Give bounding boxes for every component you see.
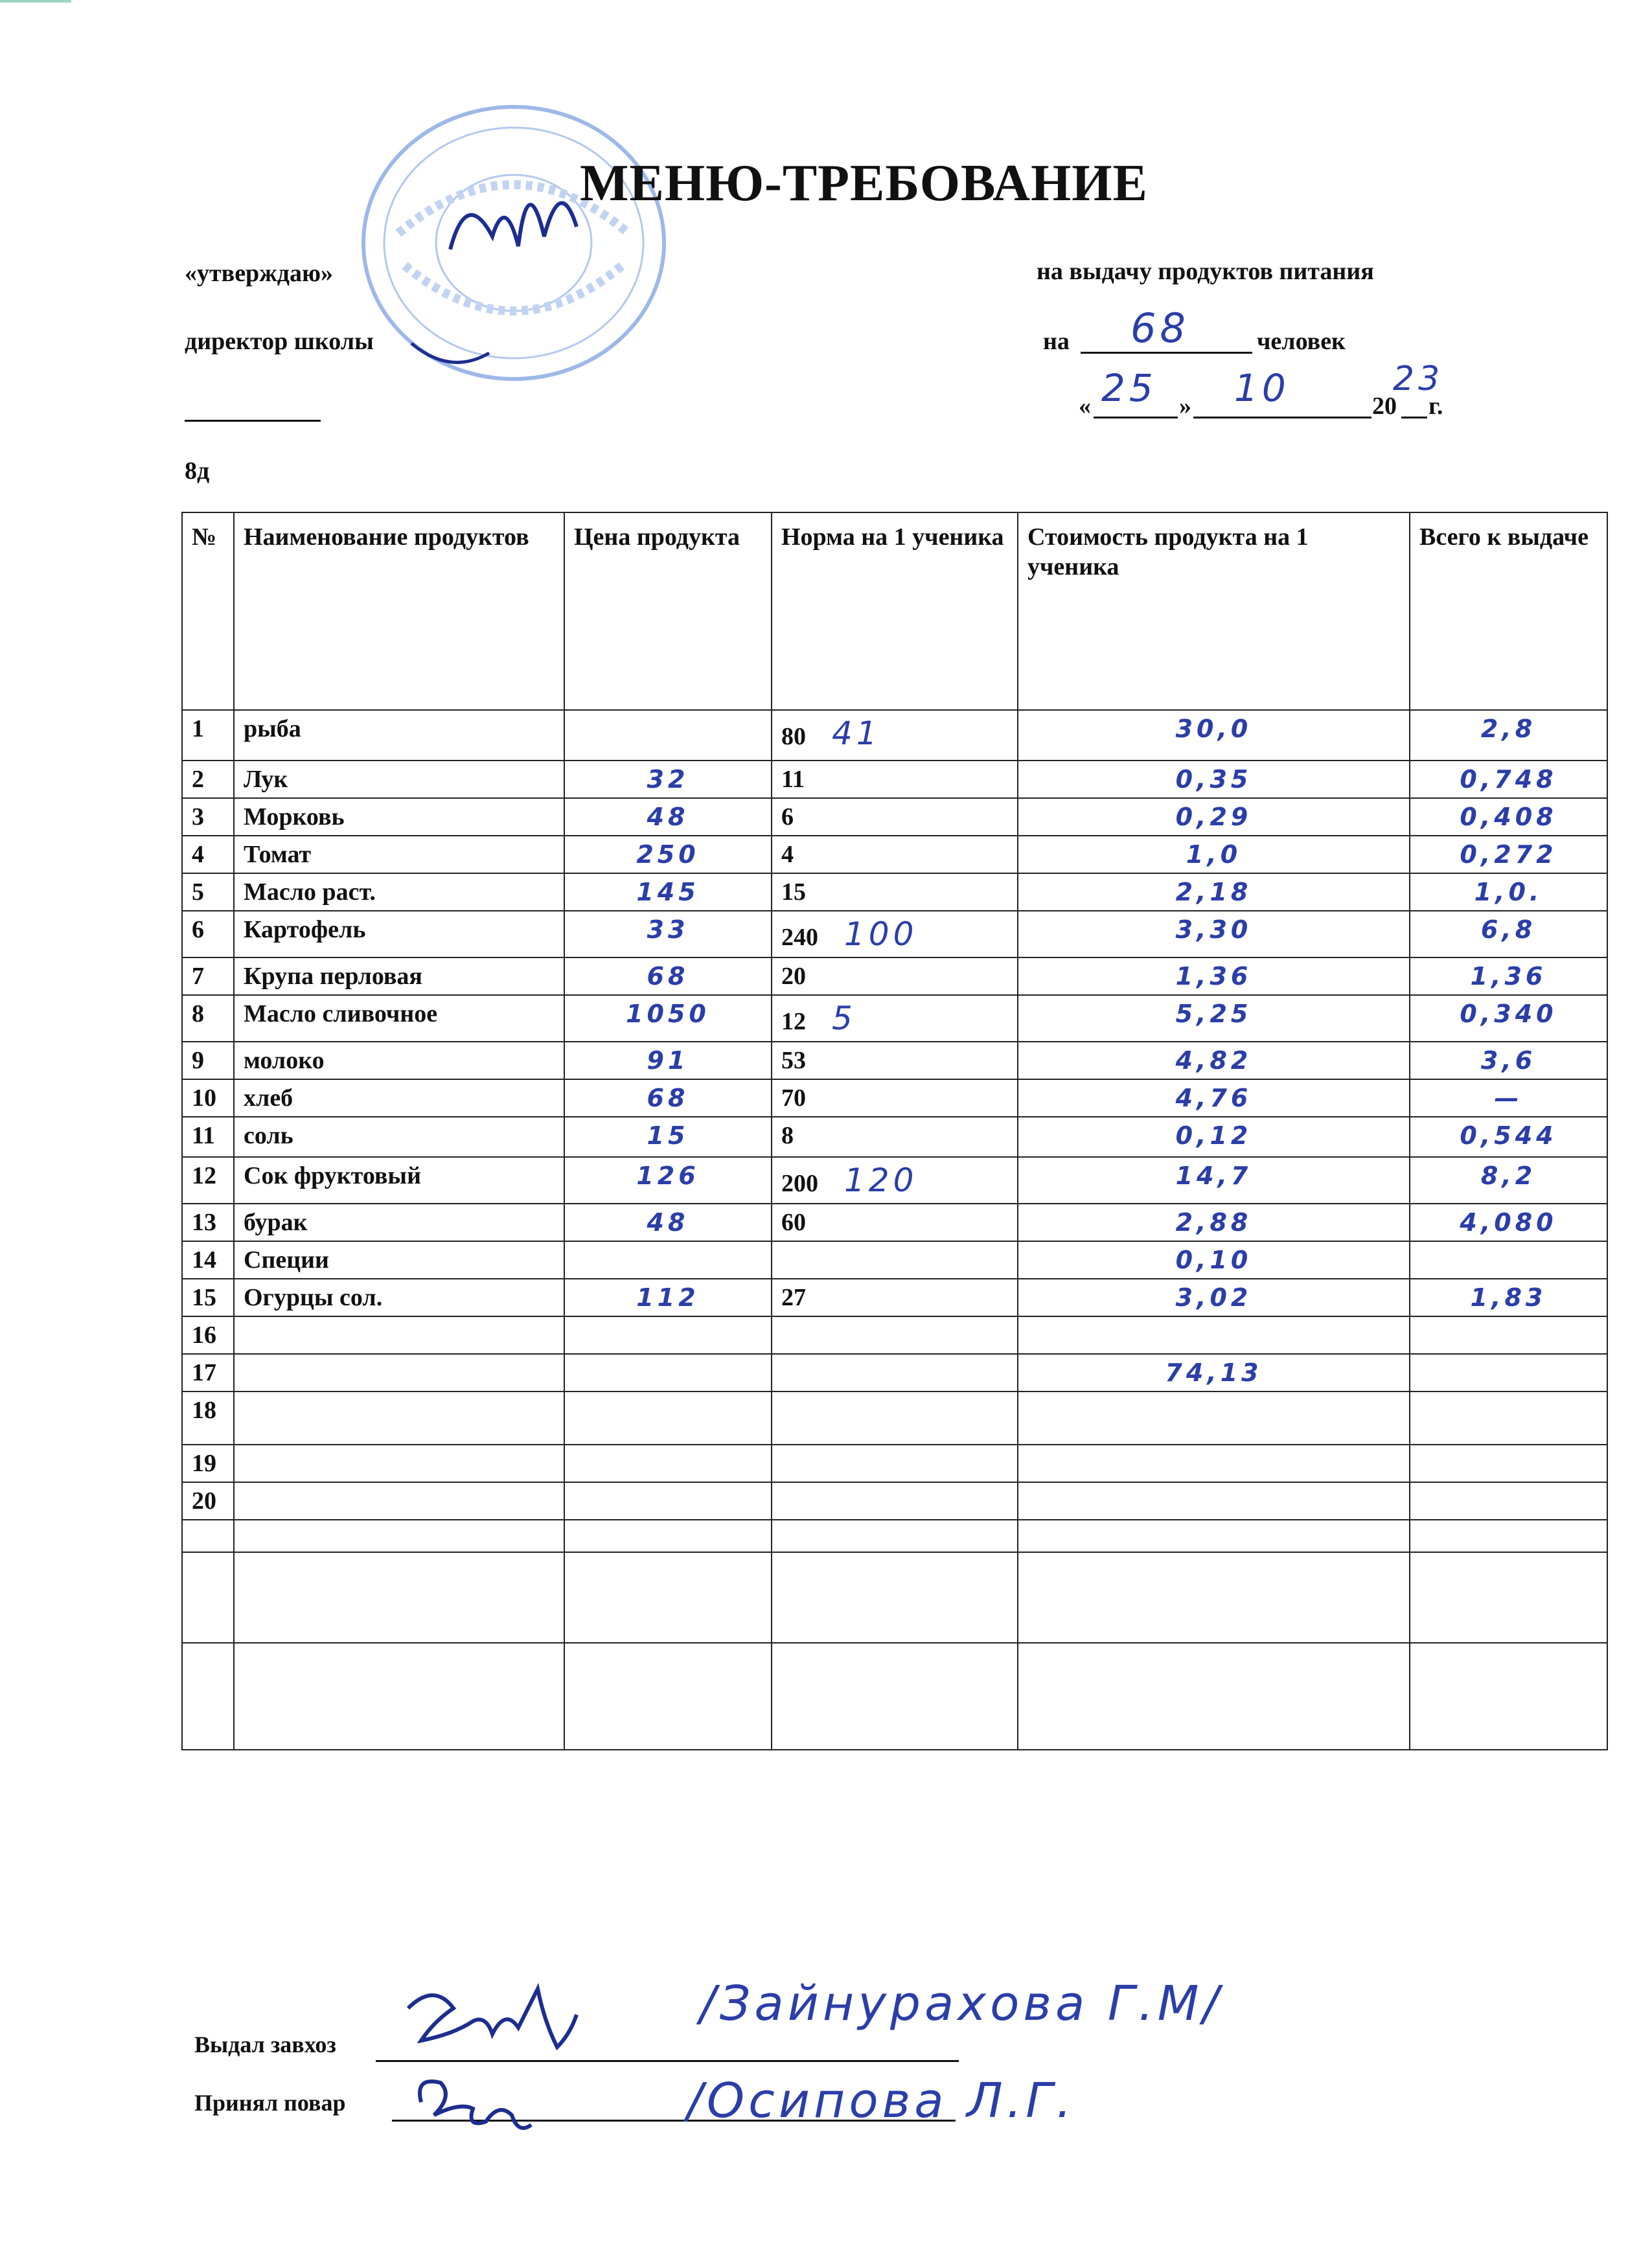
product-norm bbox=[772, 1279, 1018, 1316]
product-total bbox=[1410, 1392, 1607, 1445]
col-header-name: Наименование продуктов bbox=[234, 512, 564, 710]
product-name: Огурцы сол. bbox=[234, 1279, 564, 1316]
product-norm bbox=[772, 1157, 1018, 1204]
norm-correction: 5 bbox=[832, 1000, 856, 1037]
product-price: 126 bbox=[564, 1157, 772, 1204]
table-row bbox=[182, 1643, 1607, 1750]
product-total: 0,340 bbox=[1410, 995, 1607, 1042]
product-price bbox=[564, 1445, 772, 1482]
product-name: Крупа перловая bbox=[234, 957, 564, 995]
norm-correction: 120 bbox=[844, 1162, 918, 1199]
date-year-line bbox=[1401, 417, 1427, 418]
table-row bbox=[182, 911, 1607, 957]
date-year: 23 bbox=[1393, 360, 1444, 398]
product-name: хлеб bbox=[234, 1079, 564, 1117]
table-row bbox=[182, 1316, 1607, 1354]
table-row bbox=[182, 1445, 1607, 1482]
product-cost bbox=[1018, 1316, 1410, 1354]
product-price bbox=[564, 1392, 772, 1445]
product-price: 32 bbox=[564, 761, 772, 798]
product-total: 1,0. bbox=[1410, 873, 1607, 911]
row-num: 3 bbox=[182, 798, 234, 836]
date-day: 25 bbox=[1101, 366, 1157, 410]
table-row bbox=[182, 1117, 1607, 1157]
table-row bbox=[182, 1157, 1607, 1204]
table-row bbox=[182, 798, 1607, 836]
row-num bbox=[182, 1520, 234, 1552]
col-header-norm: Норма на 1 ученика bbox=[772, 512, 1018, 710]
table-row bbox=[182, 1520, 1607, 1552]
product-price: 1050 bbox=[564, 995, 772, 1042]
product-price bbox=[564, 1482, 772, 1520]
product-name: Томат bbox=[234, 836, 564, 873]
menu-table bbox=[181, 512, 1608, 1750]
table-row bbox=[182, 1079, 1607, 1117]
date-year-prefix: 20 bbox=[1372, 393, 1397, 420]
product-norm bbox=[772, 957, 1018, 995]
product-price bbox=[564, 710, 772, 761]
product-cost: 1,36 bbox=[1018, 957, 1410, 995]
norm-value: 80 bbox=[781, 723, 806, 750]
product-price bbox=[564, 1241, 772, 1279]
table-row bbox=[182, 1204, 1607, 1241]
product-price bbox=[564, 1316, 772, 1354]
product-total bbox=[1410, 1316, 1607, 1354]
product-cost: 4,76 bbox=[1018, 1079, 1410, 1117]
product-norm bbox=[772, 1079, 1018, 1117]
product-total: 1,83 bbox=[1410, 1279, 1607, 1316]
product-name bbox=[234, 1392, 564, 1445]
product-name bbox=[234, 1643, 564, 1750]
product-total: 0,544 bbox=[1410, 1117, 1607, 1157]
table-row bbox=[182, 1354, 1607, 1392]
issued-label: Выдал завхоз bbox=[194, 2032, 336, 2057]
row-num: 15 bbox=[182, 1279, 234, 1316]
table-row bbox=[182, 1241, 1607, 1279]
product-cost: 5,25 bbox=[1018, 995, 1410, 1042]
norm-value: 240 bbox=[781, 924, 818, 951]
norm-value: 11 bbox=[781, 766, 805, 793]
product-total bbox=[1410, 1482, 1607, 1520]
row-num bbox=[182, 1643, 234, 1750]
product-cost: 3,02 bbox=[1018, 1279, 1410, 1316]
product-name bbox=[234, 1520, 564, 1552]
row-num: 20 bbox=[182, 1482, 234, 1520]
norm-value: 200 bbox=[781, 1170, 818, 1197]
school-stamp bbox=[353, 97, 674, 389]
product-total: 0,748 bbox=[1410, 761, 1607, 798]
product-total bbox=[1410, 1643, 1607, 1750]
product-price: 33 bbox=[564, 911, 772, 957]
product-norm bbox=[772, 1316, 1018, 1354]
product-total: 2,8 bbox=[1410, 710, 1607, 761]
product-cost: 14,7 bbox=[1018, 1157, 1410, 1204]
product-total: 6,8 bbox=[1410, 911, 1607, 957]
product-norm bbox=[772, 798, 1018, 836]
product-cost: 0,10 bbox=[1018, 1241, 1410, 1279]
row-num: 8 bbox=[182, 995, 234, 1042]
product-price: 250 bbox=[564, 836, 772, 873]
product-total bbox=[1410, 1241, 1607, 1279]
product-price: 48 bbox=[564, 798, 772, 836]
product-price: 15 bbox=[564, 1117, 772, 1157]
received-name: /Осипова Л.Г. bbox=[687, 2073, 1076, 2129]
product-name: Морковь bbox=[234, 798, 564, 836]
product-total: 4,080 bbox=[1410, 1204, 1607, 1241]
date-month: 10 bbox=[1234, 366, 1290, 410]
product-norm bbox=[772, 1241, 1018, 1279]
product-norm bbox=[772, 995, 1018, 1042]
product-cost: 2,88 bbox=[1018, 1204, 1410, 1241]
row-num: 4 bbox=[182, 836, 234, 873]
product-cost: 4,82 bbox=[1018, 1042, 1410, 1079]
date-open-quote: « bbox=[1079, 393, 1091, 420]
product-price: 68 bbox=[564, 1079, 772, 1117]
col-header-total: Всего к выдаче bbox=[1410, 512, 1607, 710]
col-header-cost: Стоимость продукта на 1 ученика bbox=[1018, 512, 1410, 710]
table-row bbox=[182, 836, 1607, 873]
row-num: 1 bbox=[182, 710, 234, 761]
product-norm bbox=[772, 1117, 1018, 1157]
product-name: рыба bbox=[234, 710, 564, 761]
product-total: 8,2 bbox=[1410, 1157, 1607, 1204]
norm-value: 6 bbox=[781, 803, 794, 830]
product-cost: 1,0 bbox=[1018, 836, 1410, 873]
product-norm bbox=[772, 1643, 1018, 1750]
row-num: 19 bbox=[182, 1445, 234, 1482]
product-price: 91 bbox=[564, 1042, 772, 1079]
product-norm bbox=[772, 1445, 1018, 1482]
product-total: — bbox=[1410, 1079, 1607, 1117]
norm-value: 27 bbox=[781, 1284, 806, 1311]
date-day-line bbox=[1094, 417, 1178, 418]
row-num: 6 bbox=[182, 911, 234, 957]
row-num: 12 bbox=[182, 1157, 234, 1204]
product-cost bbox=[1018, 1643, 1410, 1750]
product-cost bbox=[1018, 1520, 1410, 1552]
table-row bbox=[182, 710, 1607, 761]
norm-value: 12 bbox=[781, 1008, 806, 1035]
product-norm bbox=[772, 761, 1018, 798]
product-cost: 3,30 bbox=[1018, 911, 1410, 957]
product-name: Лук bbox=[234, 761, 564, 798]
product-price bbox=[564, 1354, 772, 1392]
row-num: 10 bbox=[182, 1079, 234, 1117]
product-total bbox=[1410, 1354, 1607, 1392]
persons-word: человек bbox=[1257, 328, 1346, 355]
product-name: соль bbox=[234, 1117, 564, 1157]
product-norm bbox=[772, 1392, 1018, 1445]
row-num: 11 bbox=[182, 1117, 234, 1157]
product-cost: 0,35 bbox=[1018, 761, 1410, 798]
product-total: 0,272 bbox=[1410, 836, 1607, 873]
product-total bbox=[1410, 1552, 1607, 1643]
norm-value: 20 bbox=[781, 963, 806, 990]
product-cost bbox=[1018, 1482, 1410, 1520]
product-norm bbox=[772, 1482, 1018, 1520]
table-row bbox=[182, 1042, 1607, 1079]
row-num: 9 bbox=[182, 1042, 234, 1079]
norm-correction: 100 bbox=[844, 915, 918, 953]
product-name bbox=[234, 1552, 564, 1643]
product-name: Масло раст. bbox=[234, 873, 564, 911]
row-num: 18 bbox=[182, 1392, 234, 1445]
issued-name: /Зайнурахова Г.М/ bbox=[700, 1976, 1223, 2032]
product-name: молоко bbox=[234, 1042, 564, 1079]
product-norm bbox=[772, 1520, 1018, 1552]
product-total: 0,408 bbox=[1410, 798, 1607, 836]
issue-label: на выдачу продуктов питания bbox=[1037, 258, 1374, 285]
product-cost: 30,0 bbox=[1018, 710, 1410, 761]
row-num: 2 bbox=[182, 761, 234, 798]
table-row bbox=[182, 1279, 1607, 1316]
product-total: 3,6 bbox=[1410, 1042, 1607, 1079]
product-name bbox=[234, 1445, 564, 1482]
table-row bbox=[182, 1482, 1607, 1520]
received-signature bbox=[402, 2063, 544, 2148]
table-row bbox=[182, 873, 1607, 911]
product-cost: 2,18 bbox=[1018, 873, 1410, 911]
menu-table-body bbox=[182, 710, 1607, 1750]
norm-value: 60 bbox=[781, 1209, 806, 1236]
table-row bbox=[182, 995, 1607, 1042]
approve-label: «утверждаю» bbox=[185, 260, 334, 287]
page-title: МЕНЮ-ТРЕБОВАНИЕ bbox=[580, 155, 1148, 212]
product-norm bbox=[772, 911, 1018, 957]
director-signature-line bbox=[185, 420, 321, 422]
received-label: Принял повар bbox=[194, 2090, 346, 2116]
product-total bbox=[1410, 1520, 1607, 1552]
persons-count: 68 bbox=[1130, 304, 1189, 352]
product-cost bbox=[1018, 1392, 1410, 1445]
product-name bbox=[234, 1316, 564, 1354]
class-label: 8д bbox=[185, 457, 210, 485]
norm-value: 53 bbox=[781, 1047, 806, 1074]
product-name: Сок фруктовый bbox=[234, 1157, 564, 1204]
product-name: Масло сливочное bbox=[234, 995, 564, 1042]
table-row bbox=[182, 1392, 1607, 1445]
director-label: директор школы bbox=[185, 328, 374, 355]
row-num: 16 bbox=[182, 1316, 234, 1354]
row-num: 5 bbox=[182, 873, 234, 911]
product-cost: 0,12 bbox=[1018, 1117, 1410, 1157]
product-cost: 74,13 bbox=[1018, 1354, 1410, 1392]
row-num bbox=[182, 1552, 234, 1643]
product-norm bbox=[772, 873, 1018, 911]
product-price: 48 bbox=[564, 1204, 772, 1241]
row-num: 13 bbox=[182, 1204, 234, 1241]
issued-signature bbox=[395, 1969, 590, 2073]
product-norm bbox=[772, 1354, 1018, 1392]
col-header-price: Цена продукта bbox=[564, 512, 772, 710]
persons-prefix: на bbox=[1043, 328, 1070, 355]
product-norm bbox=[772, 1552, 1018, 1643]
table-row bbox=[182, 1552, 1607, 1643]
product-price bbox=[564, 1552, 772, 1643]
product-price: 112 bbox=[564, 1279, 772, 1316]
product-name: Картофель bbox=[234, 911, 564, 957]
product-name: Специи bbox=[234, 1241, 564, 1279]
date-close-quote: » bbox=[1179, 393, 1191, 420]
product-norm bbox=[772, 836, 1018, 873]
product-cost: 0,29 bbox=[1018, 798, 1410, 836]
scan-corner-mark bbox=[0, 0, 71, 3]
product-price: 145 bbox=[564, 873, 772, 911]
row-num: 14 bbox=[182, 1241, 234, 1279]
product-name bbox=[234, 1482, 564, 1520]
table-row bbox=[182, 957, 1607, 995]
product-name: бурак bbox=[234, 1204, 564, 1241]
row-num: 17 bbox=[182, 1354, 234, 1392]
row-num: 7 bbox=[182, 957, 234, 995]
product-norm bbox=[772, 710, 1018, 761]
product-norm bbox=[772, 1204, 1018, 1241]
date-year-suffix: г. bbox=[1428, 393, 1443, 420]
norm-value: 70 bbox=[781, 1084, 806, 1112]
norm-value: 8 bbox=[781, 1122, 794, 1149]
norm-correction: 41 bbox=[832, 715, 881, 752]
product-total: 1,36 bbox=[1410, 957, 1607, 995]
product-total bbox=[1410, 1445, 1607, 1482]
product-price: 68 bbox=[564, 957, 772, 995]
product-cost bbox=[1018, 1552, 1410, 1643]
col-header-num: № bbox=[182, 512, 234, 710]
product-norm bbox=[772, 1042, 1018, 1079]
product-price bbox=[564, 1643, 772, 1750]
norm-value: 15 bbox=[781, 878, 806, 906]
table-row bbox=[182, 761, 1607, 798]
date-month-line bbox=[1193, 417, 1371, 418]
product-name bbox=[234, 1354, 564, 1392]
table-header-row bbox=[182, 512, 1607, 710]
product-price bbox=[564, 1520, 772, 1552]
persons-line bbox=[1081, 352, 1252, 354]
norm-value: 4 bbox=[781, 841, 794, 868]
product-cost bbox=[1018, 1445, 1410, 1482]
